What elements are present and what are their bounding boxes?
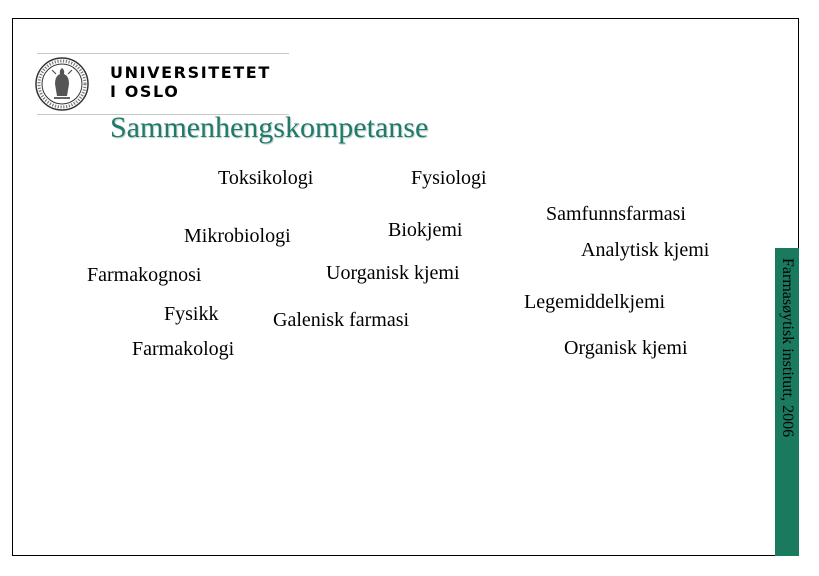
term-fysiologi: Fysiologi <box>411 167 487 189</box>
term-toksikologi: Toksikologi <box>218 167 314 189</box>
university-logo-text <box>110 63 271 101</box>
term-samfunnsfarmasi: Samfunnsfarmasi <box>546 203 686 225</box>
logo-line-1: UNIVERSITETET <box>110 63 271 82</box>
logo-line-2: I OSLO <box>110 82 180 101</box>
term-biokjemi: Biokjemi <box>388 219 463 241</box>
logo-top-rule <box>37 53 289 54</box>
term-fysikk: Fysikk <box>164 303 219 325</box>
term-galenisk-farmasi: Galenisk farmasi <box>273 309 410 331</box>
term-organisk-kjemi: Organisk kjemi <box>564 337 688 359</box>
term-farmakologi: Farmakologi <box>132 338 235 360</box>
slide-title: Sammenhengskompetanse <box>110 111 429 144</box>
sidebar-label: Farmasøytisk institutt, 2006 <box>779 258 796 438</box>
term-analytisk-kjemi: Analytisk kjemi <box>581 239 710 261</box>
university-seal-icon <box>34 56 90 112</box>
term-legemiddelkjemi: Legemiddelkjemi <box>524 291 666 313</box>
term-farmakognosi: Farmakognosi <box>87 264 202 286</box>
term-mikrobiologi: Mikrobiologi <box>184 225 291 247</box>
term-uorganisk-kjemi: Uorganisk kjemi <box>326 262 460 284</box>
